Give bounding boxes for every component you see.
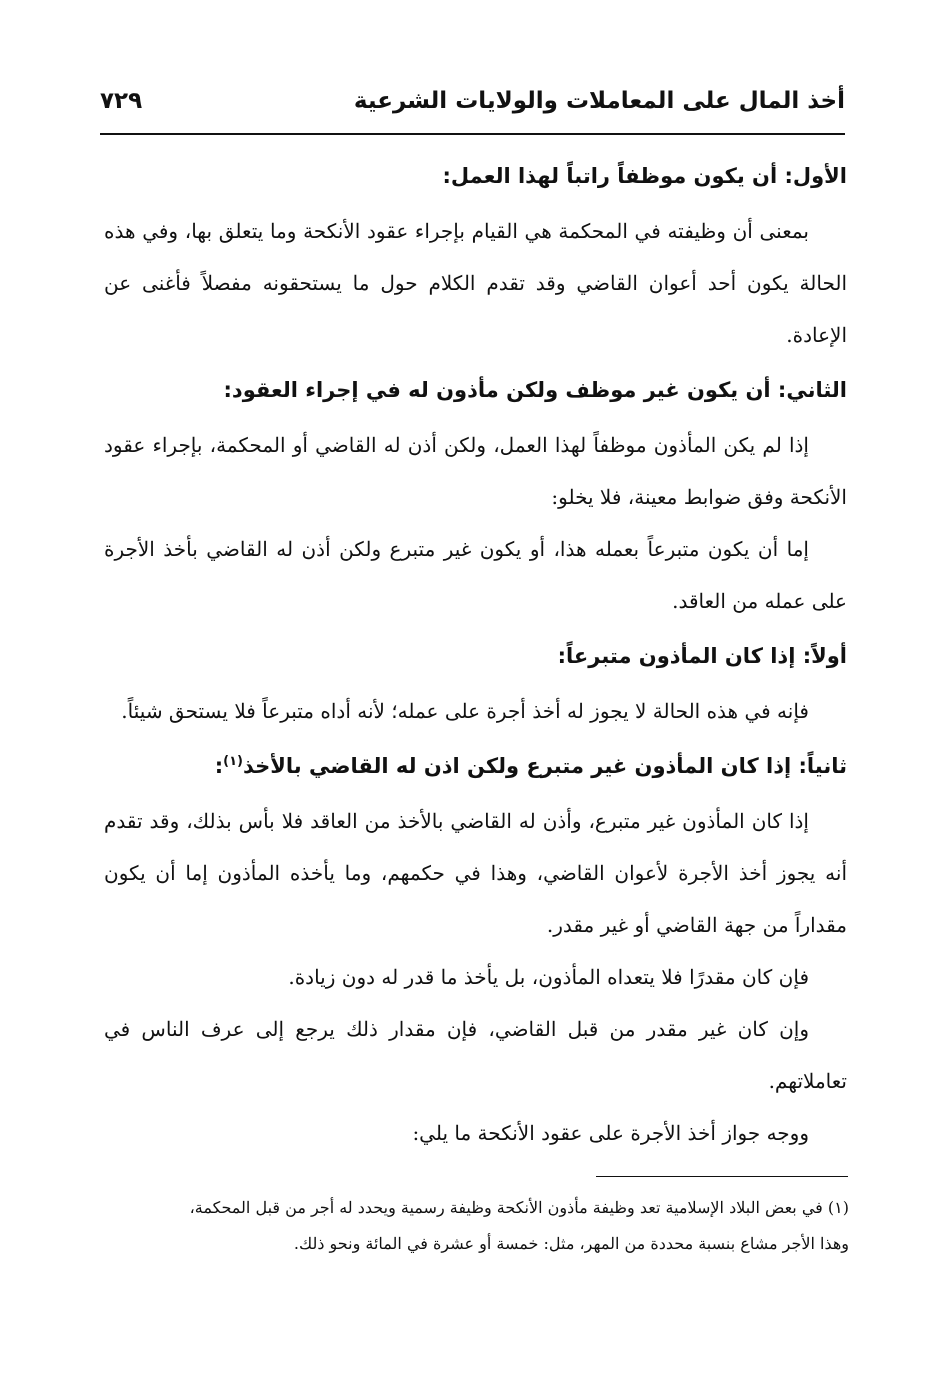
section-heading-first: الأول: أن يكون موظفاً راتباً لهذا العمل: [442,164,847,188]
paragraph: فإن كان مقدرًا فلا يتعداه المأذون، بل يأخذ ما قدر له دون زيادة. [288,965,809,989]
subsection-heading-text: ثانياً: إذا كان المأذون غير متبرع ولكن اذن له القاضي بالأخذ [242,754,847,778]
header-divider [100,133,845,135]
page-number: ٧٢٩ [100,88,143,114]
paragraph: بمعنى أن وظيفته في المحكمة هي القيام بإجراء عقود الأنكحة وما يتعلق بها، وفي هذه الحالة يكون أحد أعوان القاضي وقد تقدم الكلام حول ما يستحقونه مفصلاً فأغنى عن الإعادة. [104,219,847,347]
paragraph: فإنه في هذه الحالة لا يجوز له أخذ أجرة على عمله؛ لأنه أداه متبرعاً فلا يستحق شيئاً. [121,699,809,723]
paragraph: إذا لم يكن المأذون موظفاً لهذا العمل، ولكن أذن له القاضي أو المحكمة، بإجراء عقود الأنكحة وفق ضوابط معينة، فلا يخلو: [104,433,847,509]
section-heading-second: الثاني: أن يكون غير موظف ولكن مأذون له في إجراء العقود: [223,378,847,402]
footnote-reference[interactable]: (١) [223,754,243,769]
paragraph: إما أن يكون متبرعاً بعمله هذا، أو يكون غير متبرع ولكن أذن له القاضي بأخذ الأجرة على عمله من العاقد. [104,537,847,613]
footnote-divider [596,1176,848,1177]
subsection-heading-first: أولاً: إذا كان المأذون متبرعاً: [557,644,847,668]
main-text [104,147,847,1159]
footnote-line: (١) في بعض البلاد الإسلامية تعد وظيفة مأذون الأنكحة وظيفة رسمية ويحدد له أجر من قبل المحكمة، [189,1198,849,1217]
subsection-heading-second [104,737,847,795]
running-header [100,88,845,128]
paragraph: إذا كان المأذون غير متبرع، وأذن له القاضي بالأخذ من العاقد فلا بأس بذلك، وقد تقدم أنه يجوز أخذ الأجرة لأعوان القاضي، وهذا في حكمهم، وما يأخذه المأذون إما أن يكون مقداراً من جهة القاضي أو غير مقدر. [104,809,847,937]
footnote [104,1190,849,1262]
footnote-line: وهذا الأجر مشاع بنسبة محددة من المهر، مثل: خمسة أو عشرة في المائة ونحو ذلك. [293,1234,849,1253]
running-title: أخذ المال على المعاملات والولايات الشرعية [353,88,845,114]
paragraph: ووجه جواز أخذ الأجرة على عقود الأنكحة ما يلي: [412,1121,809,1145]
heading-colon: : [214,754,224,778]
paragraph: وإن كان غير مقدر من قبل القاضي، فإن مقدار ذلك يرجع إلى عرف الناس في تعاملاتهم. [104,1017,847,1093]
